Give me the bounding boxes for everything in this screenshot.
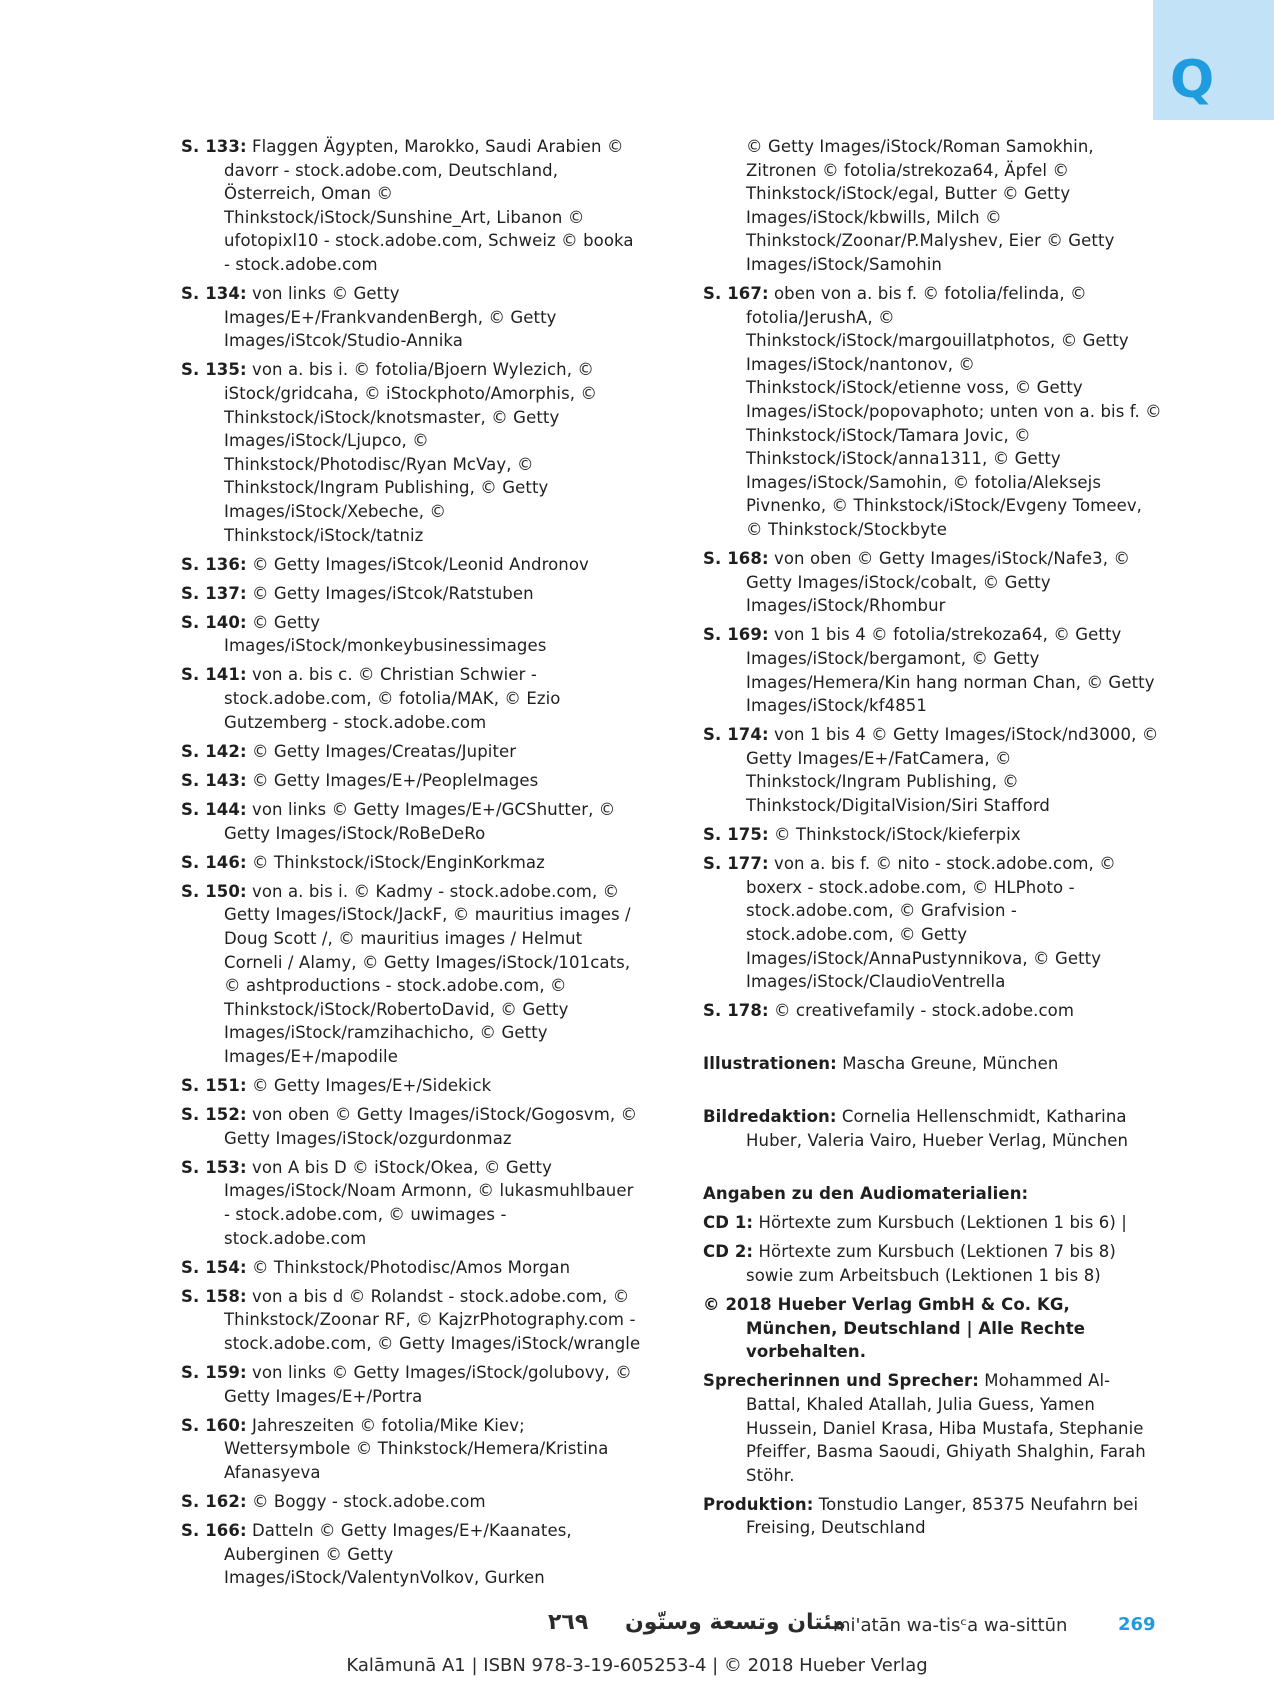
footer-arabic-text: مئتان وتسعة وستّون [625,1610,846,1635]
cd1-info: CD 1: Hörtexte zum Kursbuch (Lektionen 1 bis 6) | [703,1213,1127,1233]
speakers-credit: Sprecherinnen und Sprecher: Mohammed Al-Battal, Khaled Atallah, Julia Guess, Yamen Hussein, Daniel Krasa, Hiba Mustafa, Stephanie Pfeiffer, Basma Saoudi, Ghiyath Shalghin, Farah Stöhr. [703,1371,1146,1485]
credit-entry: S. 174: von 1 bis 4 © Getty Images/iStock/nd3000, © Getty Images/E+/FatCamera, © Thinkstock/Ingram Publishing, © Thinkstock/DigitalVision/Siri Stafford [703,725,1159,816]
credit-entry: S. 168: von oben © Getty Images/iStock/Nafe3, © Getty Images/iStock/cobalt, © Getty Images/iStock/Rhombur [703,549,1131,616]
credit-entry: S. 141: von a. bis c. © Christian Schwier - stock.adobe.com, © fotolia/MAK, © Ezio Gutzemberg - stock.adobe.com [181,665,561,732]
credit-entry: S. 133: Flaggen Ägypten, Marokko, Saudi Arabien © davorr - stock.adobe.com, Deutschland, Österreich, Oman © Thinkstock/iStock/Sunshine_Art, Libanon © ufotopixl10 - stock.adobe.com, Schweiz © booka - stock.adobe.com [181,137,634,274]
cd2-info: CD 2: Hörtexte zum Kursbuch (Lektionen 7 bis 8) sowie zum Arbeitsbuch (Lektionen 1 bis 8) [703,1242,1116,1285]
credit-entry: S. 169: von 1 bis 4 © fotolia/strekoza64, © Getty Images/iStock/bergamont, © Getty Images/Hemera/Kin hang norman Chan, © Getty Images/iStock/kf4851 [703,625,1155,716]
credit-entry: S. 135: von a. bis i. © fotolia/Bjoern Wylezich, © iStock/gridcaha, © iStockphoto/Amorphis, © Thinkstock/iStock/knotsmaster, © Getty Images/iStock/Ljupco, © Thinkstock/Photodisc/Ryan McVay, © Thinkstock/Ingram Publishing, © Getty Images/iStock/Xebeche, © Thinkstock/iStock/tatniz [181,360,598,545]
credit-entry: S. 142: © Getty Images/Creatas/Jupiter [181,741,517,761]
footer-transliteration: mi'atān wa-tisᶜa wa-sittūn [833,1615,1068,1636]
credit-entry: S. 136: © Getty Images/iStcok/Leonid Andronov [181,554,589,574]
credit-entry: S. 146: © Thinkstock/iStock/EnginKorkmaz [181,852,545,872]
credit-entry: S. 177: von a. bis f. © nito - stock.adobe.com, © boxerx - stock.adobe.com, © HLPhoto - stock.adobe.com, © Grafvision - stock.adobe.com, © Getty Images/iStock/AnnaPustynnikova, © Getty Images/iStock/ClaudioVentrella [703,854,1116,992]
credit-entry: S. 150: von a. bis i. © Kadmy - stock.adobe.com, © Getty Images/iStock/JackF, © mauritius images / Doug Scott /, © mauritius images / Helmut Corneli / Alamy, © Getty Images/iStock/101cats, © ashtproductions - stock.adobe.com, © Thinkstock/iStock/RobertoDavid, © Getty Images/iStock/ramzihachicho, © Getty Images/E+/mapodile [181,881,631,1066]
credit-entry: S. 153: von A bis D © iStock/Okea, © Getty Images/iStock/Noam Armonn, © lukasmuhlbauer - stock.adobe.com, © uwimages - stock.adobe.com [181,1157,634,1248]
credit-entry: S. 166: Datteln © Getty Images/E+/Kaanates, Auberginen © Getty Images/iStock/ValentynVolkov, Gurken [181,1521,572,1588]
audio-heading: Angaben zu den Audiomaterialien: [703,1184,1029,1204]
credit-entry: S. 160: Jahreszeiten © fotolia/Mike Kiev; Wettersymbole © Thinkstock/Hemera/Kristina Afanasyeva [181,1415,609,1482]
credit-entry: S. 175: © Thinkstock/iStock/kieferpix [703,825,1021,845]
page-number: 269 [1118,1614,1156,1635]
credit-entry: S. 158: von a bis d © Rolandst - stock.adobe.com, © Thinkstock/Zoonar RF, © KajzrPhotography.com - stock.adobe.com, © Getty Images/iStock/wrangle [181,1286,641,1353]
credit-continuation: © Getty Images/iStock/Roman Samokhin, Zitronen © fotolia/strekoza64, Äpfel © Thinkstock/iStock/egal, Butter © Getty Images/iStock/kbwills, Milch © Thinkstock/Zoonar/P.Malyshev, Eier © Getty Images/iStock/Samohin [746,137,1115,274]
credits-left-column [181,135,641,1595]
credit-entry: S. 162: © Boggy - stock.adobe.com [181,1491,486,1511]
credit-entry: S. 159: von links © Getty Images/iStock/golubovy, © Getty Images/E+/Portra [181,1363,632,1406]
credit-entry: S. 134: von links © Getty Images/E+/FrankvandenBergh, © Getty Images/iStcok/Studio-Annika [181,284,557,351]
credit-entry: S. 143: © Getty Images/E+/PeopleImages [181,770,539,790]
credit-entry: S. 140: © Getty Images/iStock/monkeybusinessimages [181,612,547,656]
credits-right-column [703,135,1163,1545]
credit-entry: S. 137: © Getty Images/iStcok/Ratstuben [181,583,534,603]
photo-editing-credit: Bildredaktion: Cornelia Hellenschmidt, Katharina Huber, Valeria Vairo, Hueber Verlag, München [703,1107,1129,1151]
chapter-letter: Q [1170,50,1215,110]
copyright-notice: © 2018 Hueber Verlag GmbH & Co. KG, München, Deutschland | Alle Rechte vorbehalten. [703,1295,1086,1362]
credit-entry: S. 152: von oben © Getty Images/iStock/Gogosvm, © Getty Images/iStock/ozgurdonmaz [181,1105,638,1148]
production-credit: Produktion: Tonstudio Langer, 85375 Neufahrn bei Freising, Deutschland [703,1494,1139,1538]
illustrations-credit: Illustrationen: Mascha Greune, München [703,1054,1059,1074]
credit-entry: S. 144: von links © Getty Images/E+/GCShutter, © Getty Images/iStock/RoBeDeRo [181,799,616,843]
credit-entry: S. 167: oben von a. bis f. © fotolia/felinda, © fotolia/JerushA, © Thinkstock/iStock/margouillatphotos, © Getty Images/iStock/nantonov, © Thinkstock/iStock/etienne voss, © Getty Images/iStock/popovaphoto; unten von a. bis f. © Thinkstock/iStock/Tamara Jovic, © Thinkstock/iStock/anna1311, © Getty Images/iStock/Samohin, © fotolia/Aleksejs Pivnenko, © Thinkstock/iStock/Evgeny Tomeev, © Thinkstock/Stockbyte [703,284,1162,539]
credit-entry: S. 151: © Getty Images/E+/Sidekick [181,1075,492,1095]
credit-entry: S. 154: © Thinkstock/Photodisc/Amos Morgan [181,1257,571,1277]
footer-arabic-numeral: ٢٦٩ [548,1610,589,1635]
credit-entry: S. 178: © creativefamily - stock.adobe.com [703,1001,1075,1021]
book-imprint: Kalāmunā A1 | ISBN 978-3-19-605253-4 | © 2018 Hueber Verlag [346,1655,928,1676]
